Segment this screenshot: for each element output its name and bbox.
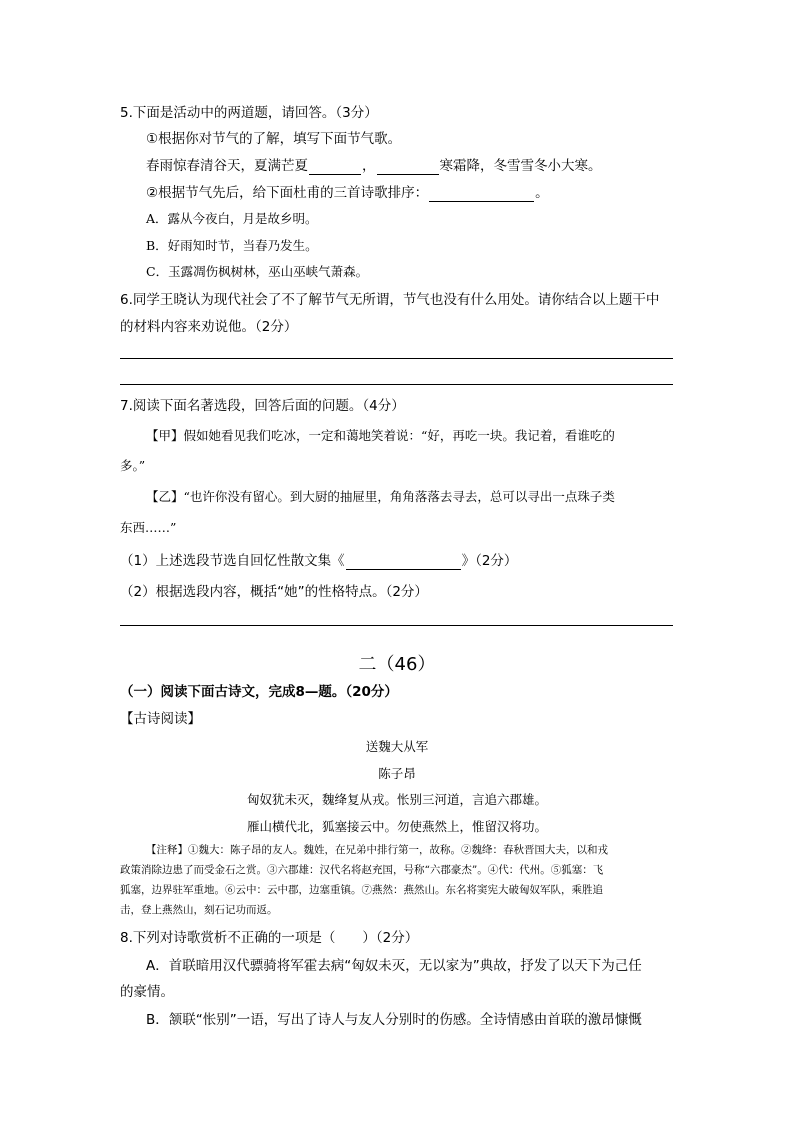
answer-blank-order[interactable] xyxy=(429,187,534,202)
q7-excerpt-yi-2: 东西……” xyxy=(120,520,177,535)
section-heading: 二（46） xyxy=(358,654,436,675)
q5-song-part-a: 春雨惊春清谷天，夏满芒夏 xyxy=(146,158,308,174)
q5-song-part-b: ， xyxy=(362,158,376,174)
poem-line-1: 匈奴犹未灭，魏绛复从戎。怅别三河道，言追六郡雄。 xyxy=(246,792,547,807)
poem-note-1: 【注释】①魏大：陈子昂的友人。魏姓，在兄弟中排行第一，故称。②魏绛：春秋晋国大夫，以和戎 xyxy=(146,844,608,856)
answer-blank-1[interactable] xyxy=(309,160,361,175)
q8-option-a-2: 的豪情。 xyxy=(120,984,174,1000)
q7-part2: （2）根据选段内容，概括“她”的性格特点。（2分） xyxy=(120,584,428,600)
q7-excerpt-jia-1: 【甲】假如她看见我们吃冰，一定和蔼地笑着说：“好，再吃一块。我记着，看谁吃的 xyxy=(146,428,615,443)
answer-line-q6-1[interactable] xyxy=(120,358,673,359)
q5-sub2-end: 。 xyxy=(535,185,549,201)
q5-option-b: B．好雨知时节，当春乃发生。 xyxy=(146,238,318,253)
answer-blank-2[interactable] xyxy=(377,160,439,175)
q7-excerpt-yi-1: 【乙】“也许你没有留心。到大厨的抽屉里，角角落落去寻去，总可以寻出一点珠子类 xyxy=(146,489,615,504)
q8-option-a-1: A．首联暗用汉代骠骑将军霍去病“匈奴未灭，无以家为”典故，抒发了以天下为己任 xyxy=(146,958,642,974)
poem-author: 陈子昂 xyxy=(378,766,416,781)
q5-sub2-line xyxy=(146,184,549,202)
q7-stem: 7.阅读下面名著选段，回答后面的问题。（4分） xyxy=(120,398,405,414)
q6-line1: 6.同学王晓认为现代社会了不了解节气无所谓，节气也没有什么用处。请你结合以上题干中 xyxy=(120,292,660,308)
section-tag: 【古诗阅读】 xyxy=(120,711,201,727)
q8-option-b-1: B．颔联“怅别”一语，写出了诗人与友人分别时的伤感。全诗情感由首联的激昂慷慨 xyxy=(146,1012,642,1028)
answer-blank-book[interactable] xyxy=(346,555,461,570)
section-sub-heading: （一）阅读下面古诗文，完成8—题。（20分） xyxy=(120,684,398,700)
q5-song-line xyxy=(146,157,602,175)
q5-song-part-c: 寒霜降，冬雪雪冬小大寒。 xyxy=(439,158,602,174)
poem-note-2: 政策消除边患了而受金石之赏。③六郡雄：汉代名将赵充国，号称“六郡豪杰”。④代：代州。⑤狐塞：飞 xyxy=(120,864,604,876)
answer-line-q7[interactable] xyxy=(120,625,673,626)
q7-part1-b: 》（2分） xyxy=(461,553,518,569)
q5-sub1: ①根据你对节气的了解，填写下面节气歌。 xyxy=(146,131,402,147)
q5-sub2: ②根据节气先后，给下面杜甫的三首诗歌排序： xyxy=(146,185,429,201)
q5-option-c: C．玉露凋伤枫树林，巫山巫峡气萧森。 xyxy=(146,264,369,279)
q8-stem: 8.下列对诗歌赏析不正确的一项是（ ）（2分） xyxy=(120,930,419,946)
poem-line-2: 雁山横代北，狐塞接云中。勿使燕然上，惟留汉将功。 xyxy=(246,819,547,834)
poem-note-4: 击，登上燕然山，刻石记功而返。 xyxy=(120,904,278,916)
q5-option-a: A．露从今夜白，月是故乡明。 xyxy=(146,211,318,226)
answer-line-q6-2[interactable] xyxy=(120,384,673,385)
q7-excerpt-jia-2: 多。” xyxy=(120,458,146,473)
q6-line2: 的材料内容来劝说他。（2分） xyxy=(120,319,298,335)
poem-title: 送魏大从军 xyxy=(365,739,429,754)
q5-stem: 5.下面是活动中的两道题，请回答。（3分） xyxy=(120,105,378,121)
q7-part1-line xyxy=(120,552,517,570)
poem-note-3: 狐塞，边界驻军重地。⑥云中：云中郡，边塞重镇。⑦燕然：燕然山。东名将窦宪大破匈奴军队，乘胜追 xyxy=(120,884,603,896)
q7-part1-a: （1）上述选段节选自回忆性散文集《 xyxy=(120,553,345,569)
